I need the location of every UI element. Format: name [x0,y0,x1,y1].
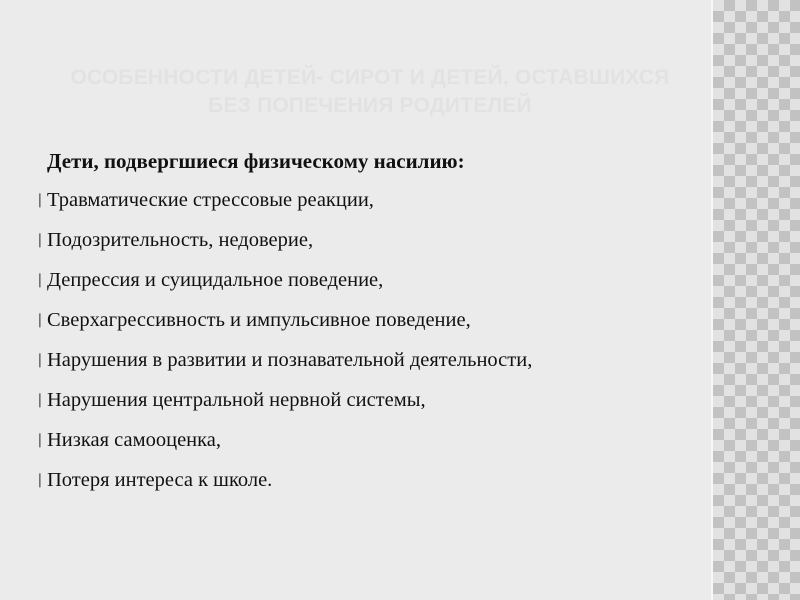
decorative-sidebar [713,0,800,600]
slide-subheading: Дети, подвергшиеся физическому насилию: [47,149,465,173]
bullet-text: Депрессия и суицидальное поведение, [47,269,384,291]
bullet-text: Нарушения в развитии и познавательной деятельности, [47,349,533,371]
bullet-icon: ❘ [34,393,46,408]
slide-title: ОСОБЕННОСТИ ДЕТЕЙ- СИРОТ И ДЕТЕЙ, ОСТАВШИХСЯ БЕЗ ПОПЕЧЕНИЯ РОДИТЕЛЕЙ [70,66,670,117]
bullet-item [34,267,634,294]
bullet-icon: ❘ [34,193,46,208]
bullet-item [34,467,634,494]
bullet-text: Сверхагрессивность и импульсивное поведение, [47,309,471,331]
bullet-item [34,427,634,454]
bullet-item [34,187,634,214]
bullet-icon: ❘ [34,473,46,488]
bullet-icon: ❘ [34,273,46,288]
bullet-text: Нарушения центральной нервной системы, [47,389,426,411]
bullet-text: Низкая самооценка, [47,429,222,451]
bullet-text: Травматические стрессовые реакции, [47,189,374,211]
bullet-item [34,387,634,414]
bullet-icon: ❘ [34,233,46,248]
bullet-icon: ❘ [34,353,46,368]
bullet-icon: ❘ [34,313,46,328]
bullet-item [34,347,634,374]
bullet-text: Подозрительность, недоверие, [47,229,314,251]
bullet-item [34,307,634,334]
bullet-icon: ❘ [34,433,46,448]
bullet-list [34,187,634,507]
bullet-item [34,227,634,254]
bullet-text: Потеря интереса к школе. [47,469,273,491]
